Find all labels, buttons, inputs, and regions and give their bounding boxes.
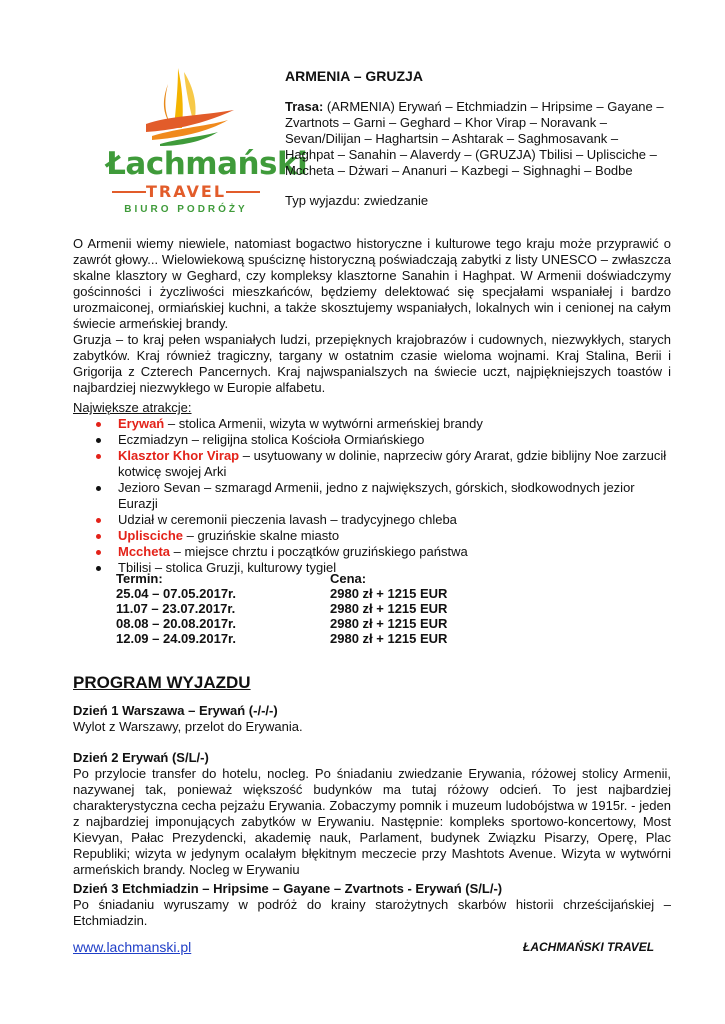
website-link[interactable]: www.lachmanski.pl [73, 939, 192, 955]
intro-paragraph-georgia: Gruzja – to kraj pełen wspaniałych ludzi, przepięknych krajobrazów i cudownych, niezwykłych, starych zabytków. Kraj również tragiczny, targany w ostatnim czasie wieloma wojnami. Kraj Stalina, Berii i Grigorija z Czterech Pancernych. Kraj najwspanialszych na świecie uczt, najpiękniejszych toastów i najbardziej niezwykłego w Europie alfabetu. [73, 332, 671, 395]
attraction-item [96, 544, 672, 560]
attraction-item [96, 480, 672, 512]
attractions-list [96, 416, 672, 576]
program-day [73, 750, 671, 878]
program-heading: PROGRAM WYJAZDU [73, 673, 251, 692]
route-text: (ARMENIA) Erywań – Etchmiadzin – Hripsime – Gayane – Zvartnots – Garni – Geghard – Khor Virap – Noravank – Sevan/Dilijan – Haghartsin – Ashtarak – Saghmosavank – Haghpat – Sanahin – Alaverdy – (GRUZJA) Tbilisi – Uplisciche – Mccheta – Dżwari – Ananuri – Kazbegi – Sighnaghi – Bodbe [285, 99, 664, 178]
price-value: 2980 zł + 1215 EUR [330, 586, 448, 601]
program-day [73, 703, 671, 735]
logo-subtitle: BIURO PODRÓŻY [124, 204, 248, 215]
day-title: Dzień 3 Etchmiadzin – Hripsime – Gayane – Zvartnots - Erywań (S/L/-) [73, 881, 503, 896]
attraction-description: – usytuowany w dolinie, naprzeciw góry Ararat, gdzie biblijny Noe zarzucił kotwicę swojej Arki [118, 448, 667, 479]
sail-logo-icon [138, 66, 238, 146]
term-date: 25.04 – 07.05.2017r. [116, 586, 237, 601]
day-title: Dzień 1 Warszawa – Erywań (-/-/-) [73, 703, 278, 718]
route-description [285, 99, 667, 179]
day-text: Po przylocie transfer do hotelu, nocleg. Po śniadaniu zwiedzanie Erywania, różowej stolicy Armenii, nazywanej tak, ponieważ większość budynków ma tutaj różowy odcień. To jest najbardziej charakterystyczna cecha pejzażu Erywania. Zobaczymy pomnik i muzeum ludobójstwa w 1915r. - jeden z najbardziej imponujących zabytków w Erywaniu. Następnie: kompleks sportowo-koncertowy, Most Kievyan, Pałac Prezydencki, akademię nauk, Parlament, budynek Związku Pisarzy, Operę, Plac Republiki; wizyta w jedynym ocalałym błękitnym meczecie przy Mashtots Avenue. Wizyta w wytwórni armeńskich brandy. Nocleg w Erywaniu [73, 766, 671, 877]
attraction-name: Uplisciche [118, 528, 184, 543]
attraction-description: Eczmiadzyn – religijna stolica Kościoła Ormiańskiego [118, 432, 425, 447]
term-date: 08.08 – 20.08.2017r. [116, 616, 237, 631]
attraction-description: – gruzińskie skalne miasto [183, 528, 340, 543]
price-label: Cena: [330, 571, 367, 586]
price-value: 2980 zł + 1215 EUR [330, 631, 448, 646]
footer-brand: ŁACHMAŃSKI TRAVEL [523, 940, 655, 954]
route-label: Trasa: [285, 99, 324, 114]
terms-table [116, 571, 476, 651]
price-value: 2980 zł + 1215 EUR [330, 601, 448, 616]
term-date: 12.09 – 24.09.2017r. [116, 631, 237, 646]
attraction-name: Mccheta [118, 544, 171, 559]
attraction-item [96, 512, 672, 528]
attraction-name: Erywań [118, 416, 165, 431]
attraction-item [96, 448, 672, 480]
attraction-description: – miejsce chrztu i początków gruzińskiego państwa [170, 544, 468, 559]
logo-travel: TRAVEL [145, 182, 227, 201]
logo-name: Łachmański [106, 146, 308, 182]
intro-text [73, 236, 671, 396]
term-date: 11.07 – 23.07.2017r. [116, 601, 236, 616]
attraction-item [96, 528, 672, 544]
program-day [73, 881, 671, 929]
term-label: Termin: [116, 571, 163, 586]
attraction-description: – stolica Armenii, wizyta w wytwórni armeńskiej brandy [164, 416, 483, 431]
day-title: Dzień 2 Erywań (S/L/-) [73, 750, 209, 765]
trip-type: Typ wyjazdu: zwiedzanie [285, 193, 429, 208]
attraction-description: Udział w ceremonii pieczenia lavash – tradycyjnego chleba [118, 512, 457, 527]
attraction-item [96, 432, 672, 448]
term-column [116, 571, 236, 646]
day-text: Po śniadaniu wyruszamy w podróż do krainy starożytnych skarbów historii chrześcijańskiej – Etchmiadzin. [73, 897, 671, 928]
price-value: 2980 zł + 1215 EUR [330, 616, 448, 631]
attraction-item [96, 416, 672, 432]
attractions-heading: Największe atrakcje: [73, 400, 192, 415]
price-column [330, 571, 447, 646]
logo-rule-right [226, 191, 260, 193]
attraction-name: Klasztor Khor Virap [118, 448, 240, 463]
day-text: Wylot z Warszawy, przelot do Erywania. [73, 719, 303, 734]
page-title: ARMENIA – GRUZJA [285, 68, 423, 84]
attraction-description: Jezioro Sevan – szmaragd Armenii, jedno z największych, górskich, słodkowodnych jezior Eurazji [118, 480, 635, 511]
intro-paragraph-armenia: O Armenii wiemy niewiele, natomiast bogactwo historyczne i kulturowe tego kraju może przyprawić o zawrót głowy... Wielowiekową spuściznę historyczną poświadczają zabytki z listy UNESCO – zwłaszcza skalne klasztory w Geghard, czy kompleksy klasztorne Sanahin i Haghpat. W Armenii doświadczymy gościnności i życzliwości mieszkańców, będziemy delektować się specjałami wspaniałej i bardzo urozmaiconej, ormiańskiej kuchni, a także skosztujemy wspaniałych, lokalnych win i cenionej na całym świecie armeńskiej brandy. [73, 236, 671, 331]
attraction-description: Tbilisi – stolica Gruzji, kulturowy tygiel [118, 560, 337, 575]
